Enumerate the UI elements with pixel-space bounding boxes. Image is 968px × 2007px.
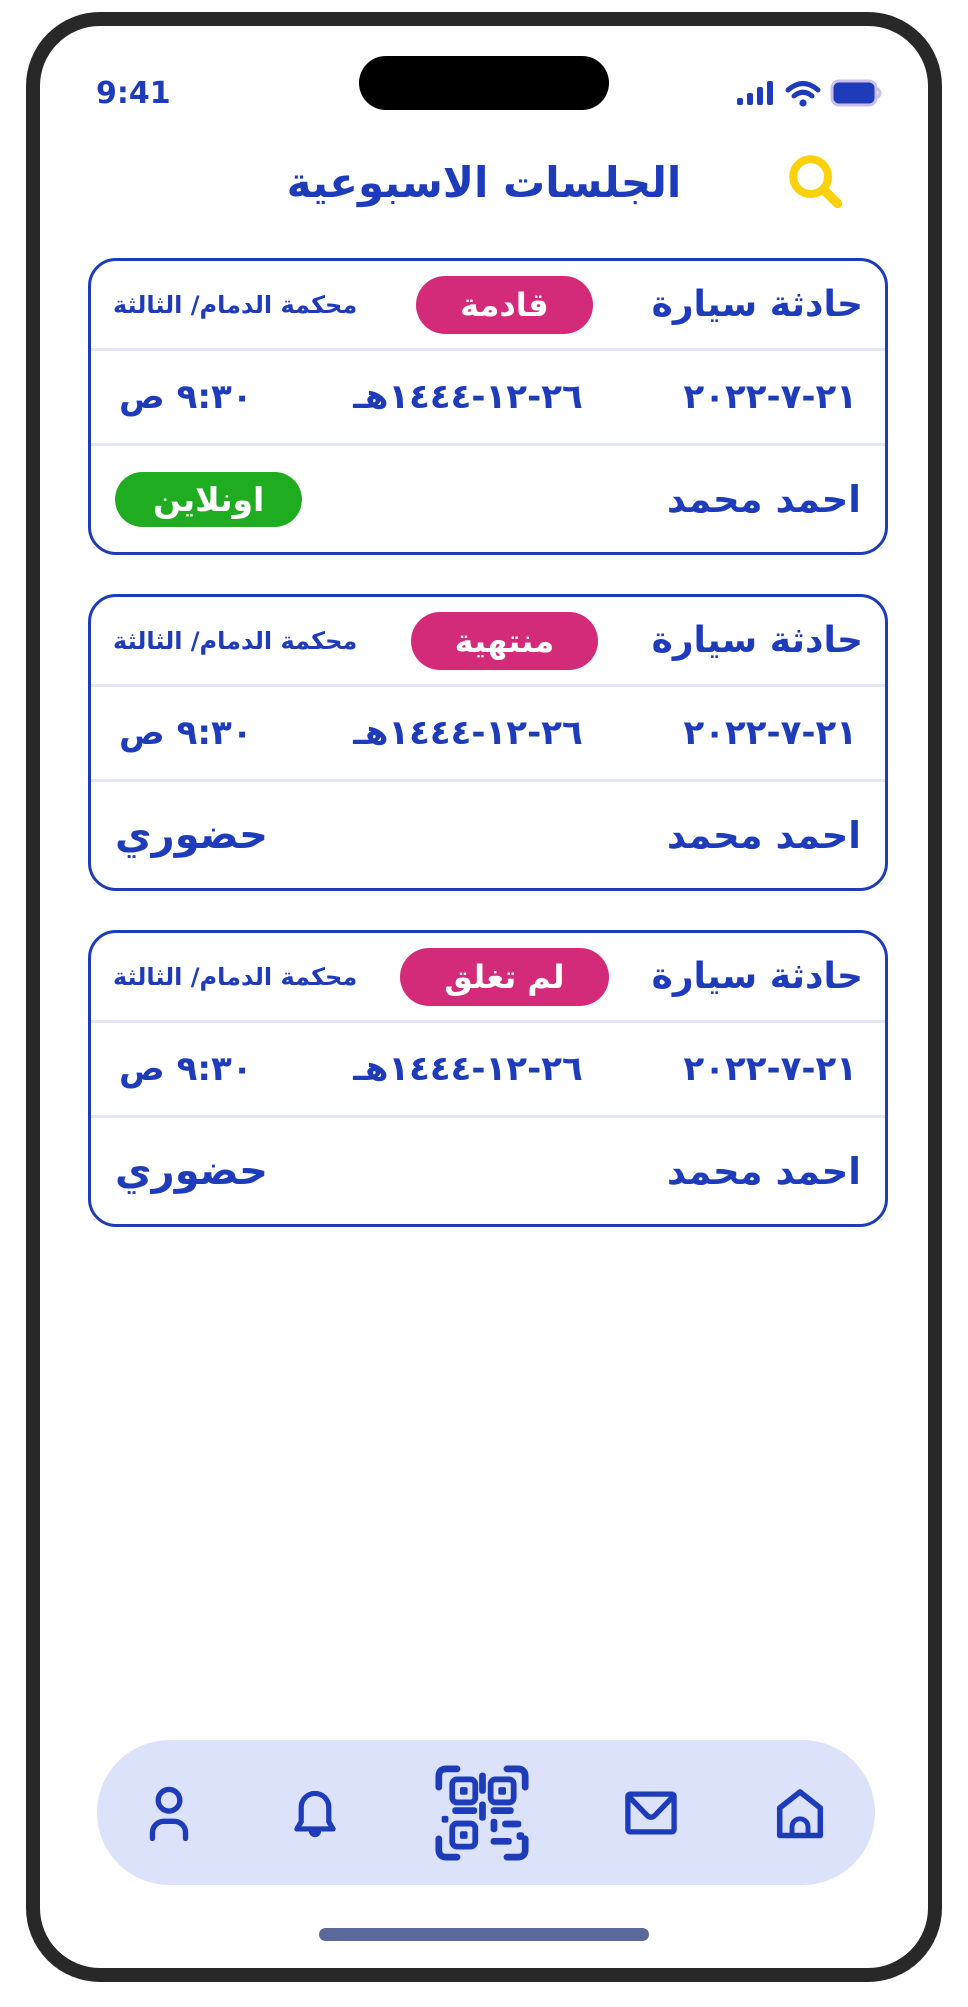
attendance-badge: اونلاين bbox=[115, 472, 302, 527]
court-label: محكمة الدمام/ الثالثة bbox=[113, 962, 358, 991]
battery-icon bbox=[830, 79, 882, 107]
wifi-icon bbox=[785, 80, 821, 107]
gregorian-date-label: ٢١-٧-٢٠٢٢ bbox=[683, 377, 857, 417]
person-icon bbox=[143, 1785, 195, 1841]
nav-item-home[interactable] bbox=[771, 1785, 829, 1841]
nav-item-messages[interactable] bbox=[623, 1787, 679, 1839]
status-bar bbox=[96, 72, 882, 114]
search-button[interactable] bbox=[786, 151, 846, 211]
client-name-label: احمد محمد bbox=[666, 477, 861, 521]
sessions-list bbox=[88, 258, 888, 1266]
envelope-icon bbox=[623, 1787, 679, 1839]
bottom-nav-bar bbox=[97, 1740, 875, 1885]
app-screen bbox=[40, 26, 928, 1968]
signal-icon bbox=[736, 79, 776, 107]
nav-item-profile[interactable] bbox=[143, 1785, 195, 1841]
gregorian-date-label: ٢١-٧-٢٠٢٢ bbox=[683, 713, 857, 753]
client-name-label: احمد محمد bbox=[666, 1149, 861, 1193]
case-type-label: حادثة سيارة bbox=[651, 956, 863, 997]
session-card[interactable] bbox=[88, 258, 888, 555]
case-type-label: حادثة سيارة bbox=[651, 620, 863, 661]
attendance-label: حضوري bbox=[115, 1148, 269, 1194]
status-icons bbox=[736, 79, 882, 107]
hijri-date-label: ٢٦-١٢-١٤٤٤هـ bbox=[353, 377, 583, 417]
client-name-label: احمد محمد bbox=[666, 813, 861, 857]
session-status-badge: لم تغلق bbox=[400, 948, 608, 1006]
page-header bbox=[40, 148, 928, 218]
session-time-label: ٩:٣٠ ص bbox=[119, 1049, 253, 1089]
page-title: الجلسات الاسبوعية bbox=[286, 158, 682, 207]
case-type-label: حادثة سيارة bbox=[651, 284, 863, 325]
status-time-label: 9:41 bbox=[96, 75, 171, 111]
nav-item-qr-scanner[interactable] bbox=[434, 1763, 530, 1863]
nav-item-notifications[interactable] bbox=[288, 1784, 342, 1842]
session-status-badge: منتهية bbox=[411, 612, 599, 670]
phone-frame bbox=[26, 12, 942, 1982]
court-label: محكمة الدمام/ الثالثة bbox=[113, 290, 358, 319]
hijri-date-label: ٢٦-١٢-١٤٤٤هـ bbox=[353, 713, 583, 753]
bell-icon bbox=[288, 1784, 342, 1842]
gregorian-date-label: ٢١-٧-٢٠٢٢ bbox=[683, 1049, 857, 1089]
session-card[interactable] bbox=[88, 594, 888, 891]
session-card[interactable] bbox=[88, 930, 888, 1227]
search-icon bbox=[786, 152, 846, 210]
qr-code-icon bbox=[434, 1763, 530, 1863]
attendance-label: حضوري bbox=[115, 812, 269, 858]
session-status-badge: قادمة bbox=[416, 276, 593, 334]
hijri-date-label: ٢٦-١٢-١٤٤٤هـ bbox=[353, 1049, 583, 1089]
session-time-label: ٩:٣٠ ص bbox=[119, 377, 253, 417]
home-indicator[interactable] bbox=[319, 1928, 649, 1941]
court-label: محكمة الدمام/ الثالثة bbox=[113, 626, 358, 655]
home-icon bbox=[771, 1785, 829, 1841]
session-time-label: ٩:٣٠ ص bbox=[119, 713, 253, 753]
